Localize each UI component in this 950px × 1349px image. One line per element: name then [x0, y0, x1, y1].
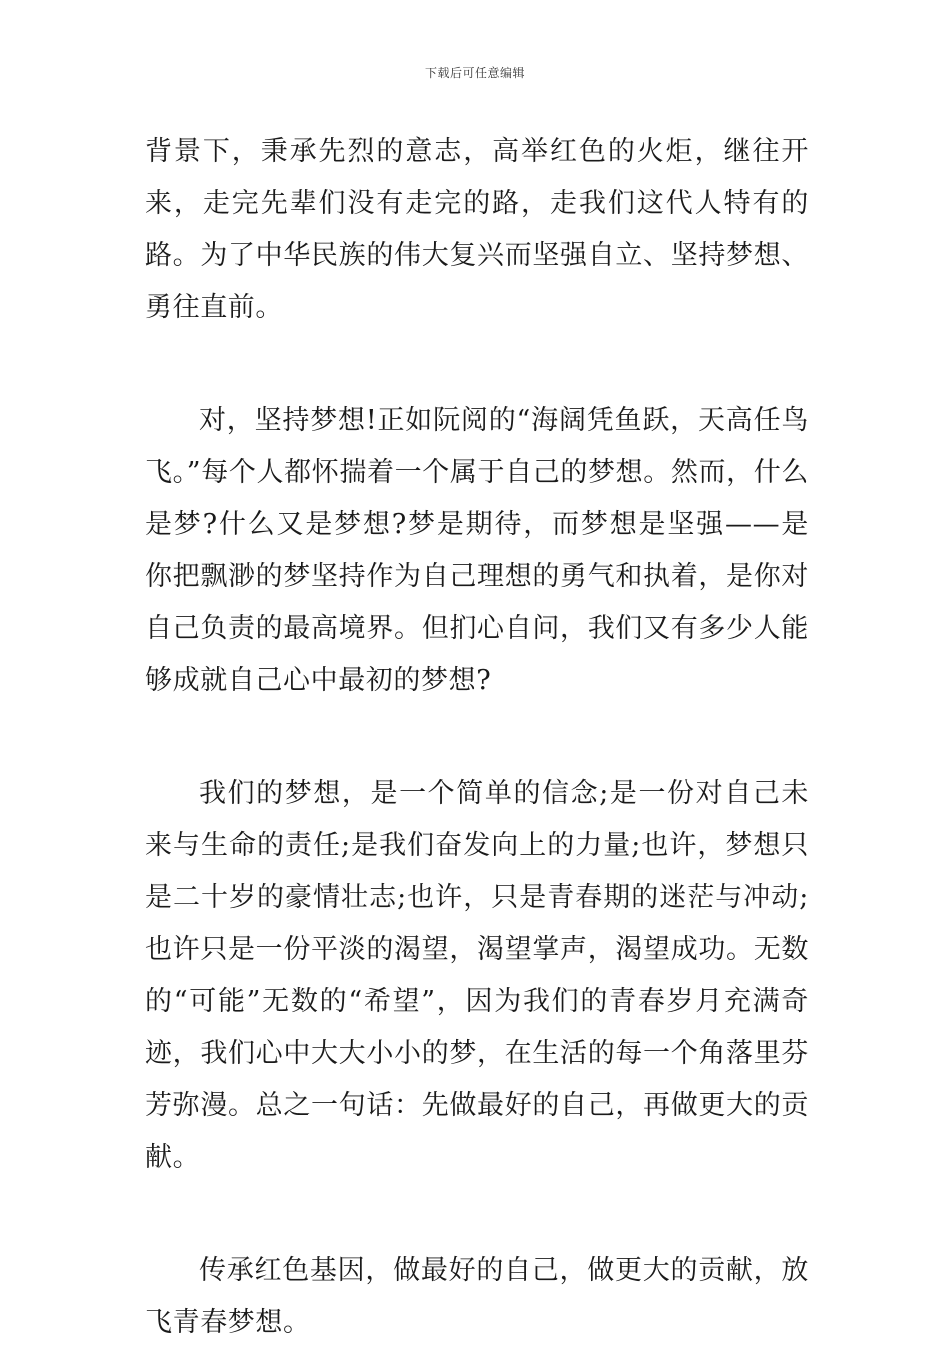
- paragraph-gap: [145, 1184, 809, 1245]
- body-text: [145, 126, 809, 1349]
- paragraph-conclusion: 传承红色基因，做最好的自己，做更大的贡献，放飞青春梦想。: [145, 1255, 809, 1338]
- paragraph-dream-persistence: 对，坚持梦想!正如阮阅的“海阔凭鱼跃，天高任鸟飞。”每个人都怀揣着一个属于自己的梦想。然而，什么是梦?什么又是梦想?梦是期待，而梦想是坚强——是你把飘渺的梦坚持作为自己理想的勇气和执着，是你对自己负责的最高境界。但扪心自问，我们又有多少人能够成就自己心中最初的梦想?: [145, 405, 809, 696]
- header-note: 下载后可任意编辑: [424, 66, 525, 80]
- paragraph-gap: [145, 707, 809, 768]
- paragraph-gap: [145, 334, 809, 395]
- paragraph-continuation: 背景下，秉承先烈的意志，高举红色的火炬，继往开来，走完先辈们没有走完的路，走我们这代人特有的路。为了中华民族的伟大复兴而坚强自立、坚持梦想、勇往直前。: [145, 136, 809, 323]
- paragraph-our-dream: 我们的梦想，是一个简单的信念;是一份对自己未来与生命的责任;是我们奋发向上的力量;也许，梦想只是二十岁的豪情壮志;也许，只是青春期的迷茫与冲动;也许只是一份平淡的渴望，渴望掌声，渴望成功。无数的“可能”无数的“希望”，因为我们的青春岁月充满奇迹，我们心中大大小小的梦，在生活的每一个角落里芬芳弥漫。总之一句话：先做最好的自己，再做更大的贡献。: [145, 778, 809, 1173]
